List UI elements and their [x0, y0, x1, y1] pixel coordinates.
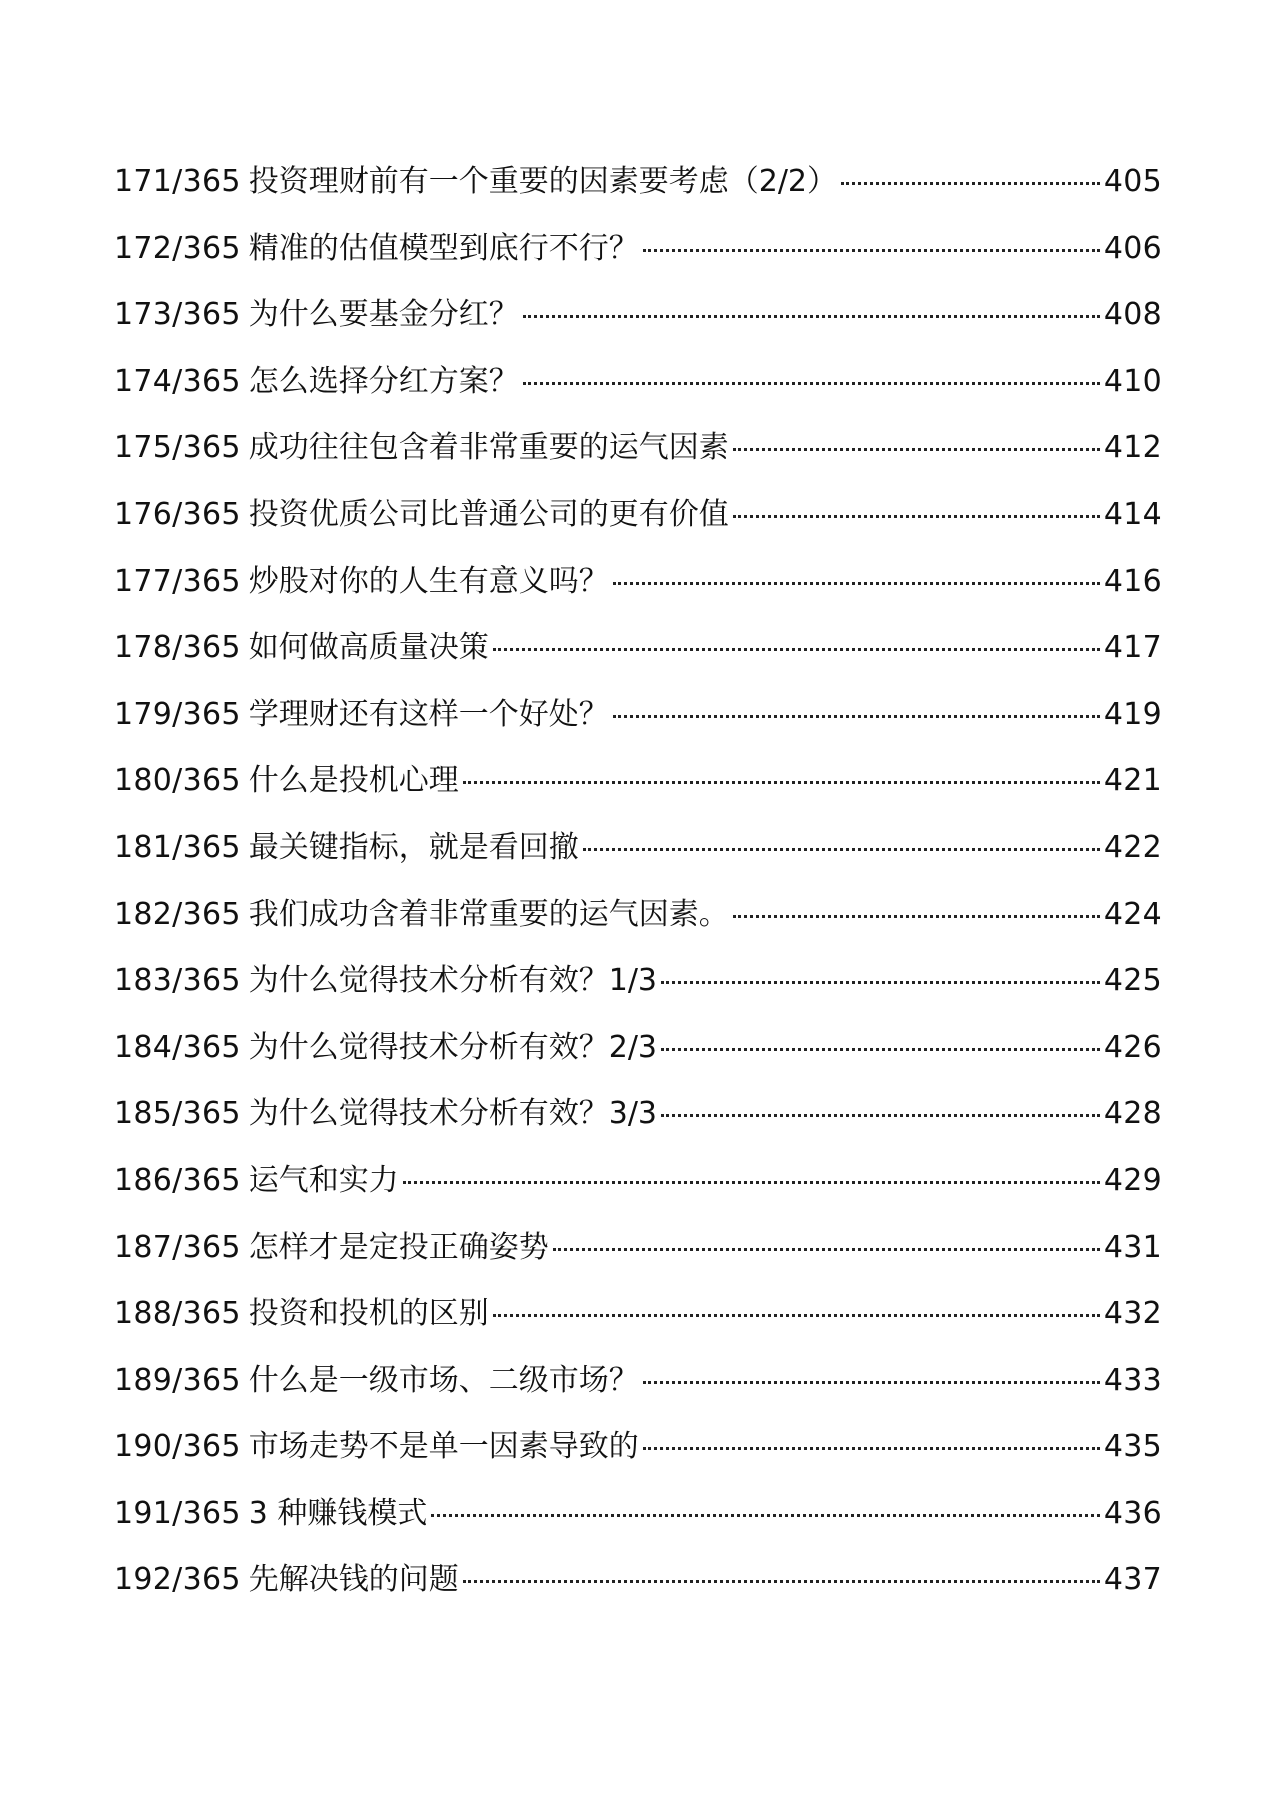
toc-entry-page-number: 405 [1103, 164, 1162, 199]
toc-entry[interactable] [114, 428, 1162, 495]
dot-leader [661, 1048, 1100, 1051]
toc-entry-title: 炒股对你的人生有意义吗？ [248, 563, 609, 599]
dot-leader [643, 1381, 1100, 1384]
toc-entry[interactable] [114, 362, 1162, 429]
dot-leader [463, 1580, 1100, 1583]
toc-entry-number: 174/365 [114, 363, 241, 399]
toc-entry-title: 投资和投机的区别 [248, 1296, 489, 1332]
dot-leader [643, 1447, 1100, 1450]
toc-entry-page-number: 424 [1103, 896, 1162, 932]
toc-entry-title: 为什么觉得技术分析有效？1/3 [248, 963, 658, 999]
toc-entry[interactable] [114, 1228, 1162, 1295]
dot-leader [523, 315, 1100, 318]
toc-entry-number: 176/365 [114, 496, 241, 532]
toc-entry-number: 178/365 [114, 630, 241, 666]
toc-entry-page-number: 406 [1103, 230, 1162, 266]
toc-entry-title: 我们成功含着非常重要的运气因素。 [248, 896, 729, 932]
toc-entry-title: 为什么觉得技术分析有效？3/3 [248, 1096, 658, 1132]
toc-entry-page-number: 412 [1103, 430, 1162, 466]
toc-entry-page-number: 426 [1103, 1029, 1162, 1065]
toc-entry-title: 怎么选择分红方案？ [248, 363, 519, 399]
toc-entry-number: 175/365 [114, 430, 241, 466]
toc-entry[interactable] [114, 495, 1162, 562]
toc-entry[interactable] [114, 1560, 1162, 1627]
toc-entry[interactable] [114, 1427, 1162, 1494]
toc-entry-title: 投资优质公司比普通公司的更有价值 [248, 496, 729, 532]
toc-entry-title: 先解决钱的问题 [248, 1562, 459, 1598]
dot-leader [463, 781, 1100, 784]
toc-entry-number: 171/365 [114, 164, 241, 199]
toc-entry-page-number: 414 [1103, 496, 1162, 532]
toc-entry-title: 怎样才是定投正确姿势 [248, 1229, 549, 1265]
toc-entry[interactable] [114, 562, 1162, 629]
toc-entry-number: 189/365 [114, 1362, 241, 1398]
toc-entry[interactable] [114, 1361, 1162, 1428]
dot-leader [733, 515, 1100, 518]
toc-entry-page-number: 419 [1103, 696, 1162, 732]
toc-entry[interactable] [114, 1161, 1162, 1228]
dot-leader [493, 648, 1100, 651]
toc-entry[interactable] [114, 1094, 1162, 1161]
toc-entry-number: 182/365 [114, 896, 241, 932]
toc-entry[interactable] [114, 1494, 1162, 1561]
dot-leader [733, 448, 1100, 451]
toc-entry[interactable] [114, 1028, 1162, 1095]
toc-entry-title: 为什么要基金分红？ [248, 297, 519, 333]
toc-entry-number: 181/365 [114, 829, 241, 865]
toc-entry-title: 投资理财前有一个重要的因素要考虑（2/2） [248, 164, 838, 199]
dot-leader [523, 382, 1100, 385]
toc-entry-number: 187/365 [114, 1229, 241, 1265]
dot-leader [613, 715, 1100, 718]
toc-entry-page-number: 436 [1103, 1495, 1162, 1531]
toc-entry[interactable] [114, 695, 1162, 762]
toc-entry-number: 186/365 [114, 1162, 241, 1198]
toc-entry-number: 185/365 [114, 1096, 241, 1132]
dot-leader [643, 249, 1100, 252]
toc-entry-title: 最关键指标，就是看回撤 [248, 829, 579, 865]
toc-entry[interactable] [114, 162, 1162, 229]
toc-entry-page-number: 429 [1103, 1162, 1162, 1198]
toc-entry-title: 为什么觉得技术分析有效？2/3 [248, 1029, 658, 1065]
dot-leader [661, 981, 1100, 984]
toc-entry-number: 192/365 [114, 1562, 241, 1598]
toc-entry-number: 180/365 [114, 763, 241, 799]
toc-entry[interactable] [114, 295, 1162, 362]
toc-entry[interactable] [114, 961, 1162, 1028]
dot-leader [841, 182, 1100, 185]
toc-entry-title: 如何做高质量决策 [248, 630, 489, 666]
toc-entry-page-number: 433 [1103, 1362, 1162, 1398]
toc-entry-page-number: 435 [1103, 1429, 1162, 1465]
toc-entry[interactable] [114, 229, 1162, 296]
toc-entry-title: 3 种赚钱模式 [248, 1495, 428, 1531]
toc-entry-page-number: 425 [1103, 963, 1162, 999]
dot-leader [553, 1248, 1100, 1251]
toc-entry-title: 成功往往包含着非常重要的运气因素 [248, 430, 729, 466]
toc-entry-number: 179/365 [114, 696, 241, 732]
toc-entry-page-number: 416 [1103, 563, 1162, 599]
toc-entry[interactable] [114, 895, 1162, 962]
toc-entry-number: 184/365 [114, 1029, 241, 1065]
table-of-contents [114, 162, 1162, 1627]
toc-entry-title: 精准的估值模型到底行不行？ [248, 230, 639, 266]
toc-entry-page-number: 422 [1103, 829, 1162, 865]
dot-leader [733, 915, 1100, 918]
toc-entry-number: 190/365 [114, 1429, 241, 1465]
dot-leader [661, 1114, 1100, 1117]
toc-entry-page-number: 437 [1103, 1562, 1162, 1598]
toc-entry-page-number: 408 [1103, 297, 1162, 333]
toc-entry-number: 177/365 [114, 563, 241, 599]
toc-entry-page-number: 431 [1103, 1229, 1162, 1265]
toc-entry-number: 191/365 [114, 1495, 241, 1531]
toc-entry-page-number: 417 [1103, 630, 1162, 666]
toc-entry-number: 188/365 [114, 1296, 241, 1332]
dot-leader [403, 1181, 1100, 1184]
toc-entry-page-number: 410 [1103, 363, 1162, 399]
toc-entry[interactable] [114, 828, 1162, 895]
toc-entry-title: 学理财还有这样一个好处？ [248, 696, 609, 732]
toc-entry-page-number: 428 [1103, 1096, 1162, 1132]
toc-entry-title: 什么是一级市场、二级市场？ [248, 1362, 639, 1398]
toc-entry[interactable] [114, 1294, 1162, 1361]
toc-entry[interactable] [114, 761, 1162, 828]
dot-leader [613, 582, 1100, 585]
toc-entry-title: 市场走势不是单一因素导致的 [248, 1429, 639, 1465]
toc-entry-number: 173/365 [114, 297, 241, 333]
toc-entry-title: 什么是投机心理 [248, 763, 459, 799]
dot-leader [583, 848, 1100, 851]
toc-entry[interactable] [114, 628, 1162, 695]
toc-entry-number: 172/365 [114, 230, 241, 266]
toc-entry-page-number: 432 [1103, 1296, 1162, 1332]
toc-entry-number: 183/365 [114, 963, 241, 999]
toc-entry-title: 运气和实力 [248, 1162, 399, 1198]
toc-entry-page-number: 421 [1103, 763, 1162, 799]
dot-leader [431, 1514, 1099, 1517]
dot-leader [493, 1314, 1100, 1317]
